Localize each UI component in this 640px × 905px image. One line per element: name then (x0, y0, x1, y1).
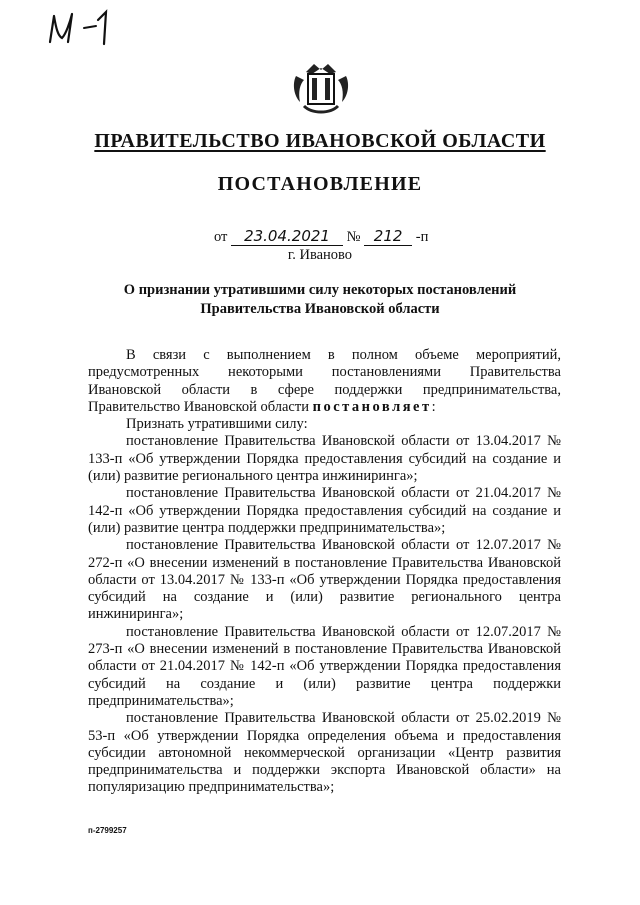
number-suffix: -п (415, 229, 429, 245)
intro-text: В связи с выполнением в полном объеме мероприятий, предусмотренных некоторыми постановлениями Правительства Ивановской области в сфере поддержки предпринимательства, Правительство Ивановской области (88, 347, 561, 415)
document-number: 212 (364, 227, 412, 246)
from-label: от (214, 229, 228, 245)
organization-name: ПРАВИТЕЛЬСТВО ИВАНОВСКОЙ ОБЛАСТИ (94, 130, 546, 152)
list-item: постановление Правительства Ивановской области от 13.04.2017 № 133-п «Об утверждении Порядка предоставления субсидий на создание и (или) развитие регионального центра инжиниринга»; (88, 433, 561, 485)
city: г. Иваново (287, 247, 353, 263)
document-date: 23.04.2021 (231, 227, 343, 246)
number-label: № (346, 229, 361, 245)
list-item: постановление Правительства Ивановской области от 21.04.2017 № 142-п «Об утверждении Порядка предоставления субсидий на создание и (или) развитие центра поддержки предпринимательства»; (88, 485, 561, 536)
document-type: ПОСТАНОВЛЕНИЕ (217, 173, 423, 195)
footer-code: п-2799257 (88, 826, 127, 835)
list-item: постановление Правительства Ивановской области от 12.07.2017 № 273-п «О внесении изменений в постановление Правительства Ивановской области от 21.04.2017 № 142-п «Об утверждении Порядка предоставления субсидий на создание и (или) развитие центра поддержки предпринимательства»; (88, 623, 561, 709)
title-line-2: Правительства Ивановской области (200, 301, 440, 317)
list-item: постановление Правительства Ивановской области от 25.02.2019 № 53-п «Об утверждении Порядка определения объема и предоставления субсидии автономной некоммерческой организации «Центр развития предпринимательства и поддержки экспорта Ивановской области» на популяризацию предпринимательства»; (88, 710, 561, 796)
coat-of-arms-icon (290, 62, 352, 116)
date-number-line (214, 227, 428, 246)
lead-paragraph: Признать утратившими силу: (126, 416, 308, 433)
resolves-word: постановляет (312, 398, 432, 415)
document-title (100, 281, 540, 319)
handwritten-mark (44, 8, 116, 48)
intro-colon: : (431, 398, 436, 415)
intro-paragraph (88, 347, 561, 416)
list-item: постановление Правительства Ивановской области от 12.07.2017 № 272-п «О внесении изменений в постановление Правительства Ивановской области от 13.04.2017 № 133-п «Об утверждении Порядка предоставления субсидий на создание и (или) развитие регионального центра инжиниринга»; (88, 537, 561, 623)
title-line-1: О признании утратившими силу некоторых постановлений (123, 282, 517, 298)
document-body (88, 347, 561, 797)
